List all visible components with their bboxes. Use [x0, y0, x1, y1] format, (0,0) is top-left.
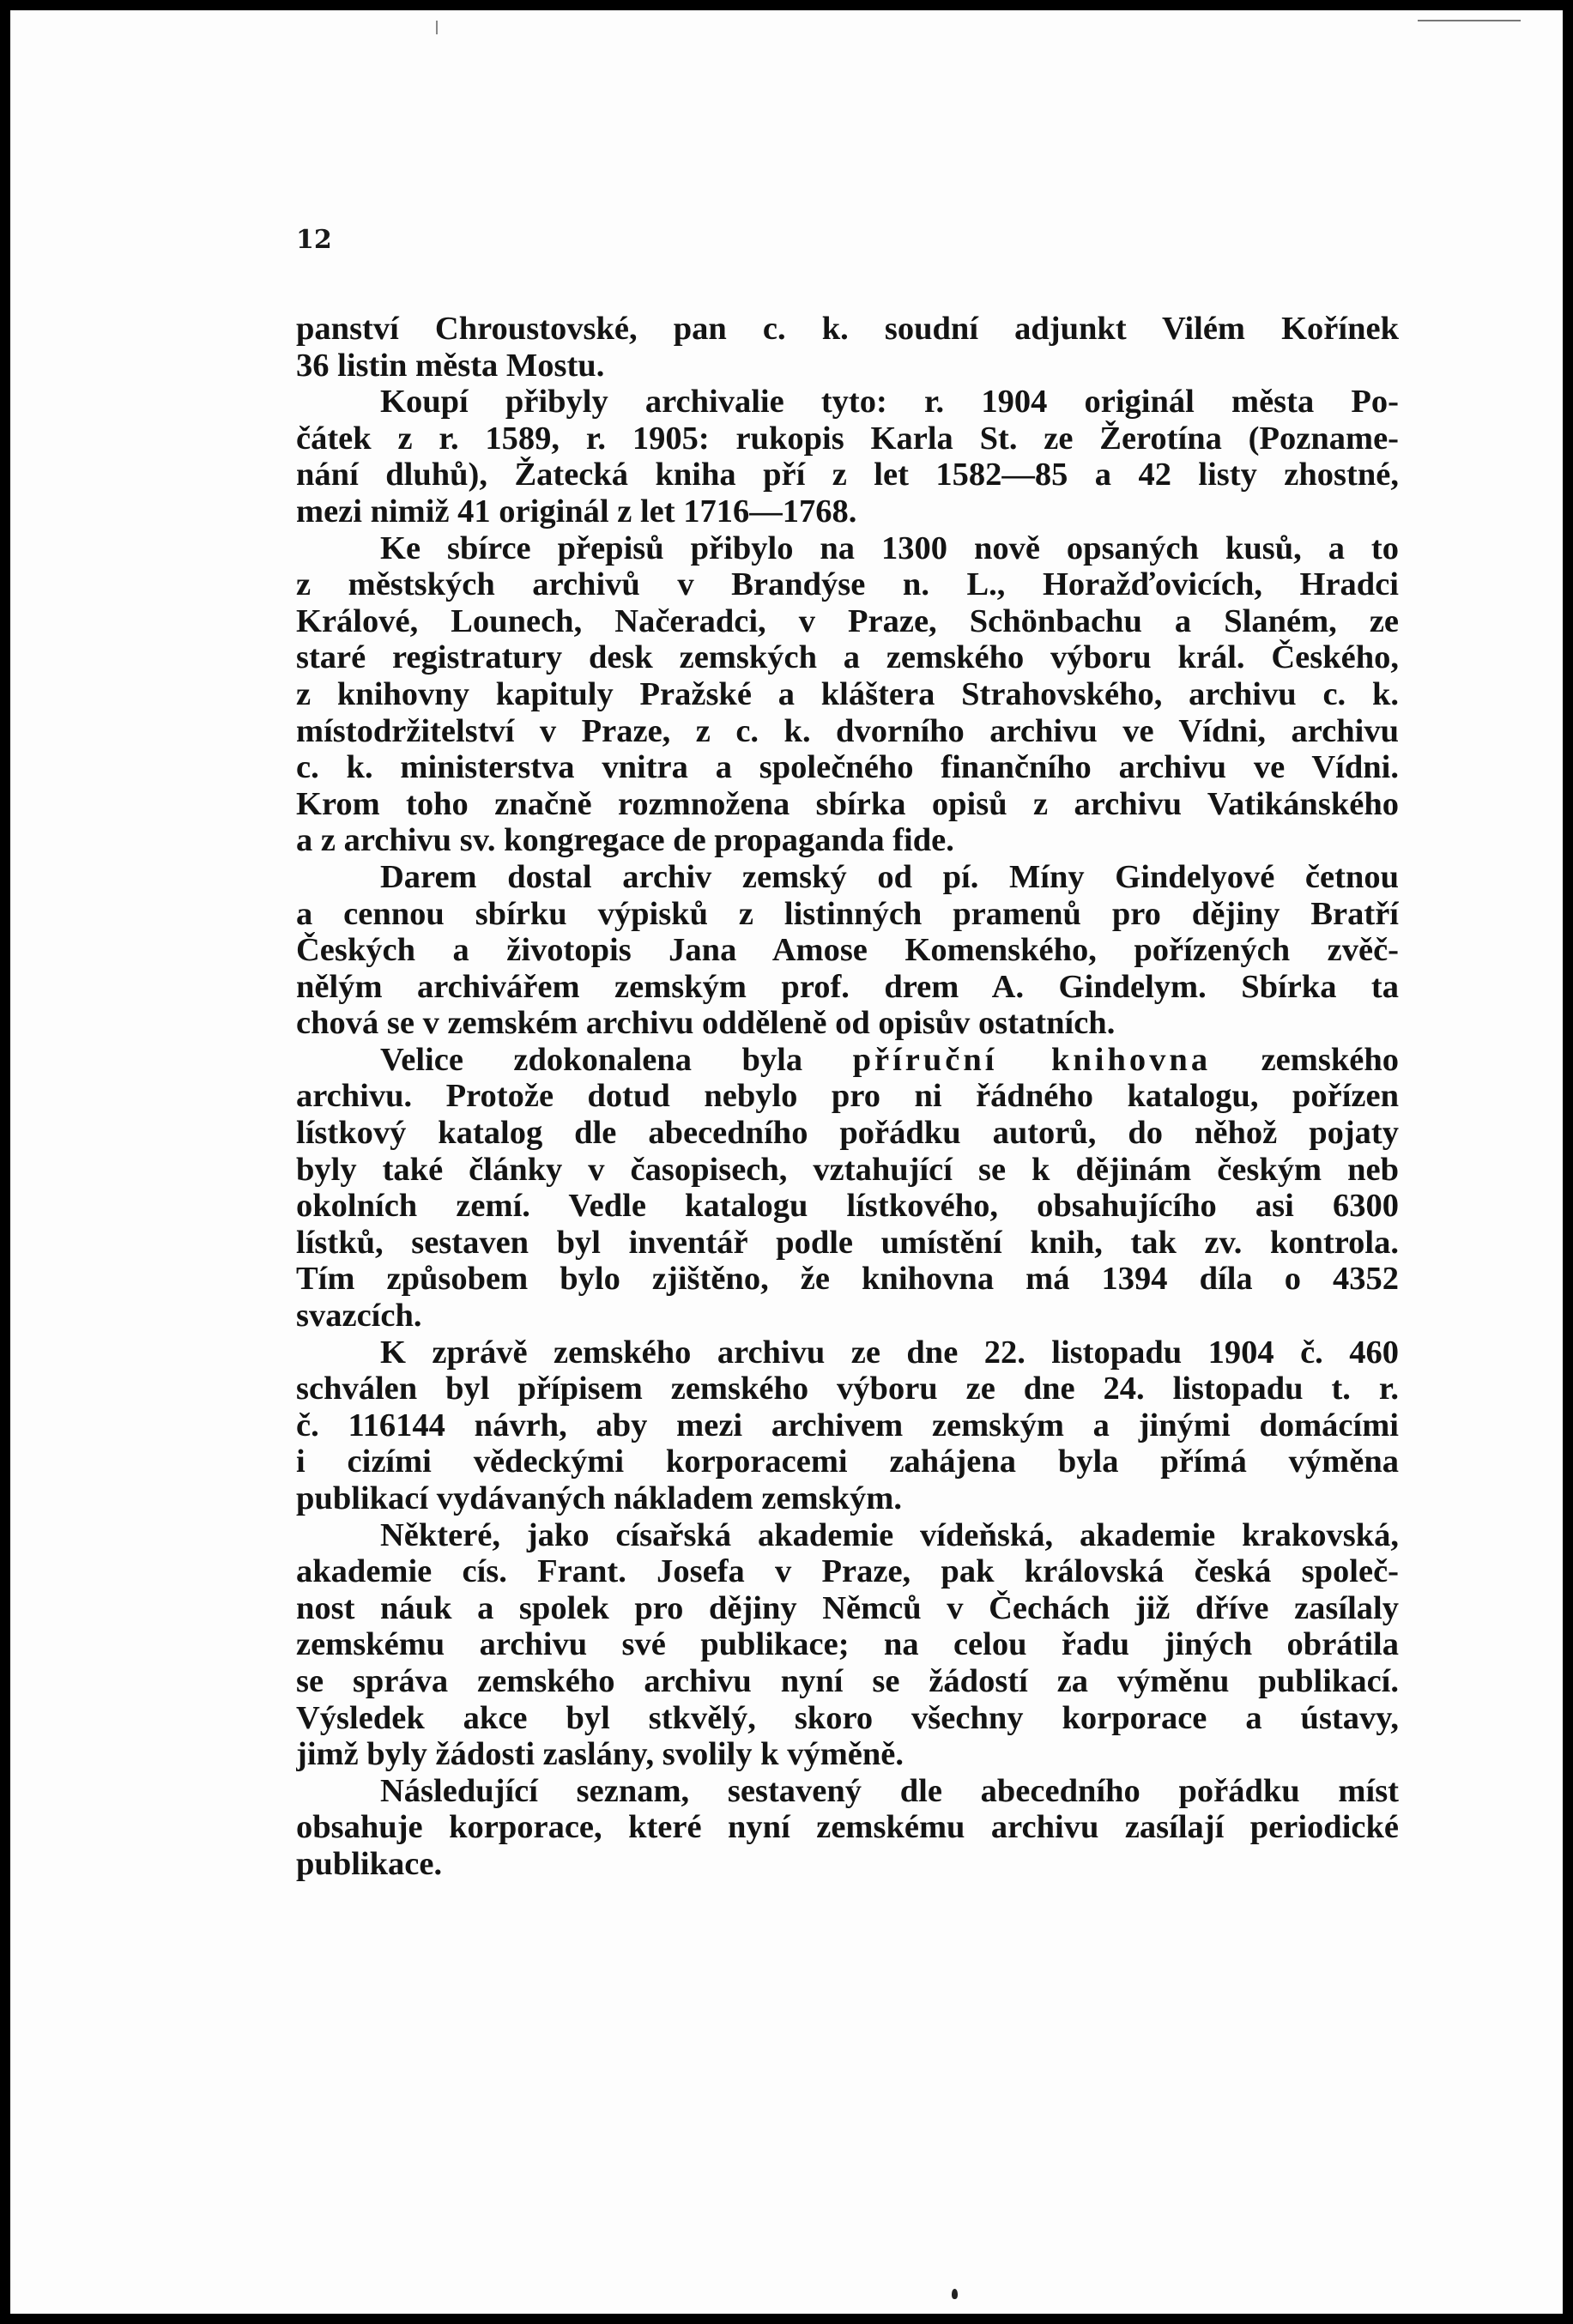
- text-line: schválen byl přípisem zemského výboru ze dne 24. listopadu t. r.: [296, 1371, 1399, 1407]
- text-line: Darem dostal archiv zemský od pí. Míny Gindelyové četnou: [380, 858, 1399, 895]
- text-line: Králové, Lounech, Načeradci, v Praze, Schönbachu a Slaném, ze: [296, 602, 1399, 639]
- text-line: mezi nimiž 41 originál z let 1716—1768.: [296, 493, 857, 530]
- text-line: Některé, jako císařská akademie vídeňská, akademie krakovská,: [380, 1516, 1399, 1553]
- text-span: Velice zdokonalena byla: [380, 1041, 853, 1078]
- text-line: a z archivu sv. kongregace de propaganda fide.: [296, 822, 954, 859]
- text-line: i cizími vědeckými korporacemi zahájena byla přímá výměna: [296, 1443, 1399, 1480]
- text-line: akademie cís. Frant. Josefa v Praze, pak královská česká společ-: [296, 1553, 1399, 1590]
- ink-mark: [952, 2289, 958, 2299]
- text-line: [296, 1042, 1399, 1079]
- text-line: okolních zemí. Vedle katalogu lístkového, obsahujícího asi 6300: [296, 1188, 1399, 1225]
- text-line: panství Chroustovské, pan c. k. soudní adjunkt Vilém Kořínek: [296, 311, 1399, 347]
- text-line: z knihovny kapituly Pražské a kláštera Strahovského, archivu c. k.: [296, 675, 1399, 712]
- text-line: obsahuje korporace, které nyní zemskému archivu zasílají periodické: [296, 1809, 1399, 1846]
- text-line: byly také články v časopisech, vztahující se k dějinám českým neb: [296, 1151, 1399, 1188]
- text-line: Tím způsobem bylo zjištěno, že knihovna má 1394 díla o 4352: [296, 1261, 1399, 1298]
- text-line: Ke sbírce přepisů přibylo na 1300 nově opsaných kusů, a to: [380, 530, 1399, 566]
- text-line: lístkový katalog dle abecedního pořádku autorů, do něhož pojaty: [296, 1115, 1399, 1152]
- body-text: [296, 311, 1399, 1883]
- text-line: nělým archivářem zemským prof. drem A. Gindelym. Sbírka ta: [296, 968, 1399, 1005]
- text-line: archivu. Protože dotud nebylo pro ni řádného katalogu, pořízen: [296, 1078, 1399, 1115]
- text-line: c. k. ministerstva vnitra a společného finančního archivu ve Vídni.: [296, 749, 1399, 786]
- emphasized-term: příruční knihovna: [852, 1041, 1212, 1078]
- scan-artifact: [1418, 20, 1521, 21]
- text-line: chová se v zemském archivu odděleně od opisův ostatních.: [296, 1005, 1116, 1042]
- text-line: se správa zemského archivu nyní se žádostí za výměnu publikací.: [296, 1662, 1399, 1699]
- scan-artifact: [436, 21, 438, 34]
- text-line: jimž byly žádosti zaslány, svolily k výměně.: [296, 1736, 904, 1773]
- text-line: lístků, sestaven byl inventář podle umístění knih, tak zv. kontrola.: [296, 1224, 1399, 1261]
- text-line: Českých a životopis Jana Amose Komenského, pořízených zvěč-: [296, 932, 1399, 969]
- text-line: 36 listin města Mostu.: [296, 347, 605, 384]
- text-line: publikace.: [296, 1845, 443, 1882]
- text-line: Krom toho značně rozmnožena sbírka opisů z archivu Vatikánského: [296, 785, 1399, 822]
- text-line: z městských archivů v Brandýse n. L., Horažďovicích, Hradci: [296, 566, 1399, 603]
- text-line: č. 116144 návrh, aby mezi archivem zemským a jinými domácími: [296, 1407, 1399, 1443]
- text-line: staré registratury desk zemských a zemského výboru král. Českého,: [296, 639, 1399, 676]
- page-number: 12: [296, 225, 332, 255]
- text-line: čátek z r. 1589, r. 1905: rukopis Karla St. ze Žerotína (Poznamе-: [296, 420, 1399, 457]
- document-page: [10, 10, 1563, 2314]
- text-line: Koupí přibyly archivalie tyto: r. 1904 originál města Po-: [380, 384, 1399, 421]
- text-line: svazcích.: [296, 1298, 422, 1334]
- text-line: místodržitelství v Praze, z c. k. dvorního archivu ve Vídni, archivu: [296, 712, 1399, 749]
- text-line: nání dluhů), Žatecká kniha pří z let 1582—85 a 42 listy zhostné,: [296, 457, 1399, 493]
- text-line: a cennou sbírku výpisků z listinných pramenů pro dějiny Bratří: [296, 895, 1399, 932]
- text-line: nost náuk a spolek pro dějiny Němců v Čechách již dříve zasílaly: [296, 1589, 1399, 1626]
- text-line: Následující seznam, sestavený dle abecedního pořádku míst: [380, 1772, 1399, 1809]
- text-line: Výsledek akce byl stkvělý, skoro všechny korporace a ústavy,: [296, 1699, 1399, 1736]
- text-line: K zprávě zemského archivu ze dne 22. listopadu 1904 č. 460: [380, 1334, 1399, 1371]
- text-line: zemskému archivu své publikace; na celou řadu jiných obrátila: [296, 1626, 1399, 1663]
- text-span: zemského: [1211, 1041, 1399, 1078]
- text-line: publikací vydávaných nákladem zemským.: [296, 1480, 902, 1516]
